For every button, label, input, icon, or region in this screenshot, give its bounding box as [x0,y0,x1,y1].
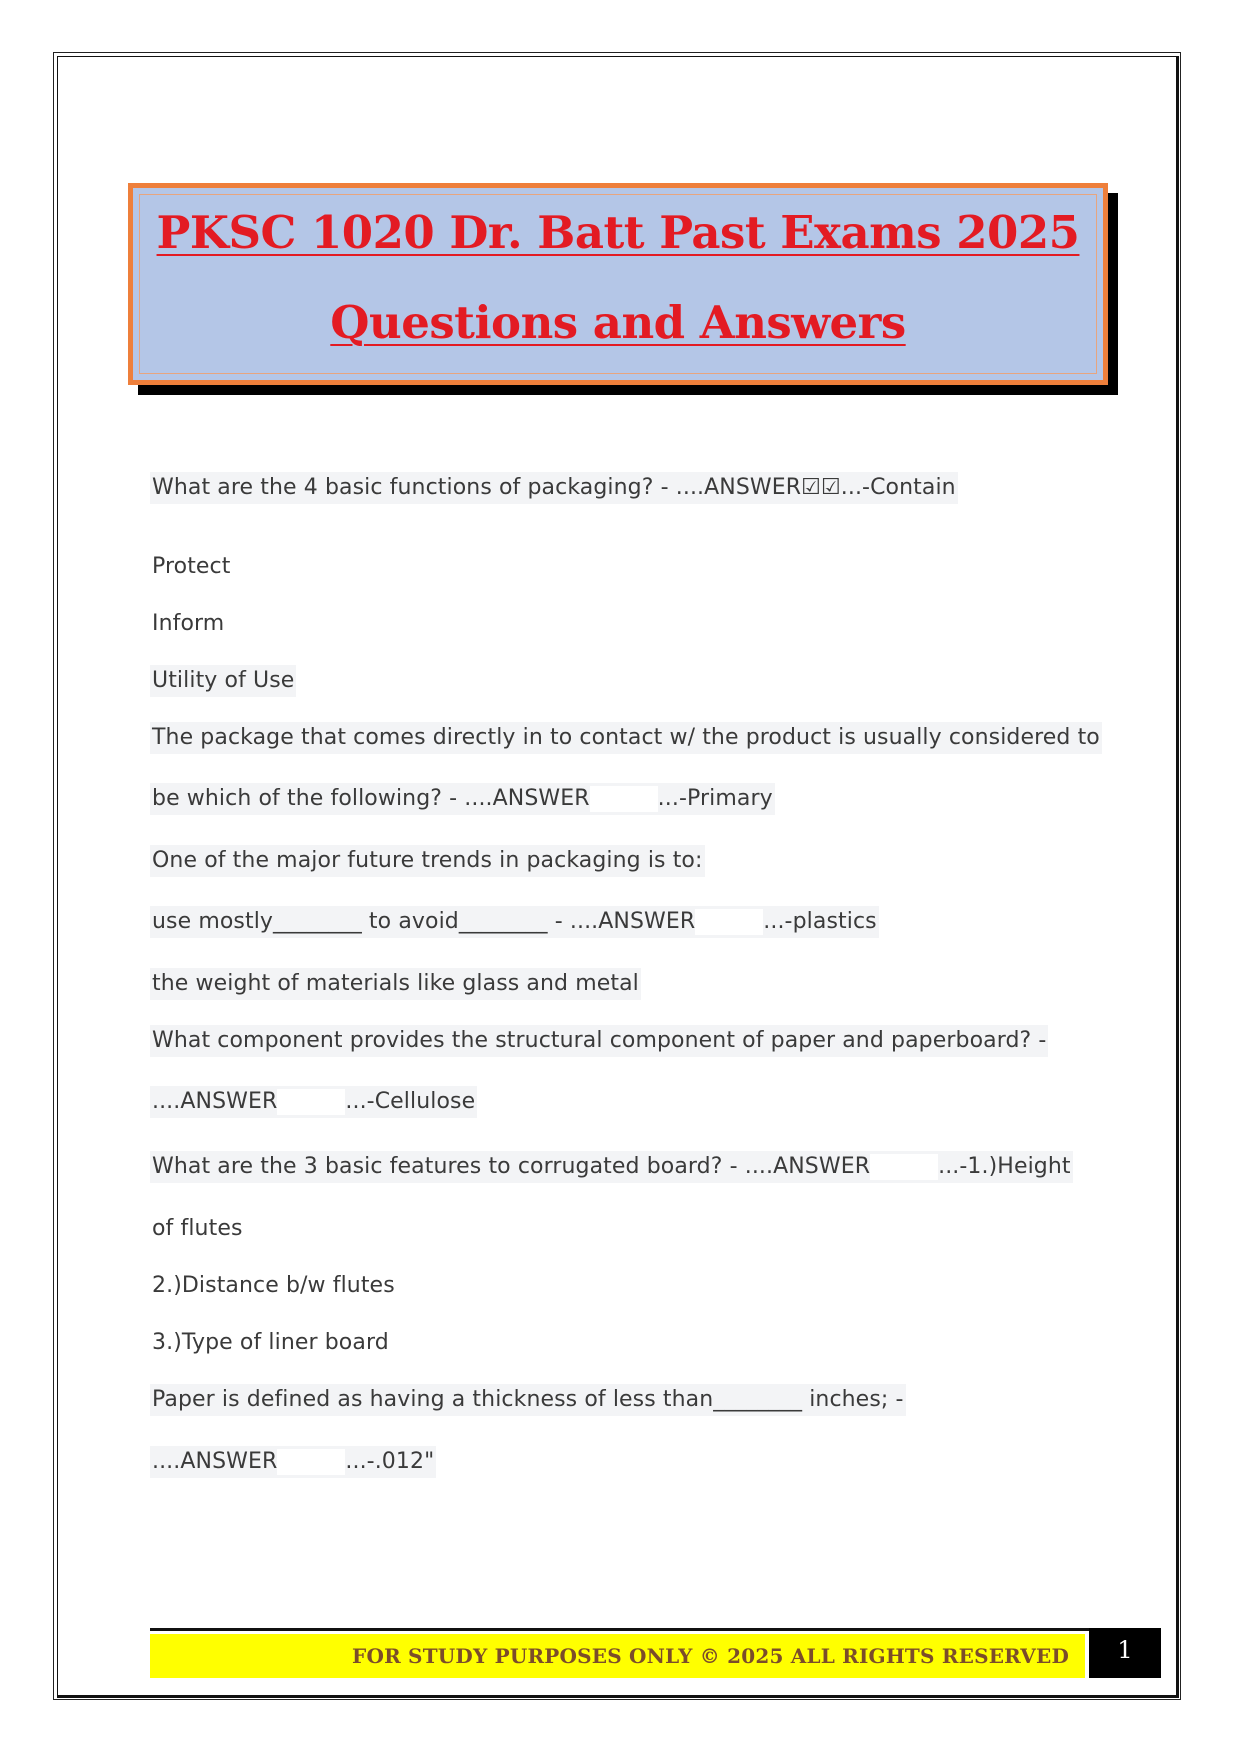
answer-gap [277,1089,345,1115]
qa-line-answer: ...-Cellulose [345,1089,476,1114]
qa-line: One of the major future trends in packaging is to: [150,845,705,877]
answer-gap [870,1154,938,1180]
footer-rule [150,1628,1090,1631]
qa-line [150,783,775,815]
qa-line [150,1151,1073,1183]
qa-line-question: What are the 3 basic features to corrugated board? - ....ANSWER [152,1154,871,1179]
title-box [128,183,1108,385]
qa-line: 3.)Type of liner board [152,1330,389,1355]
qa-line: of flutes [152,1216,243,1241]
qa-line: What component provides the structural component of paper and paperboard? - [150,1025,1048,1057]
answer-gap [695,909,763,935]
qa-line-answer: ...-1.)Height [938,1154,1071,1179]
qa-line: The package that comes directly in to contact w/ the product is usually considered to [150,722,1102,754]
page-number-box [1089,1628,1161,1678]
answer-gap [277,1449,345,1475]
page-number: 1 [1117,1636,1133,1664]
title-line-2: Questions and Answers [330,296,906,349]
qa-line [150,1086,477,1118]
qa-line: What are the 4 basic functions of packaging? - ....ANSWER☑☑...-Contain [150,472,958,504]
qa-line-answer: ...-.012" [345,1449,435,1474]
footer-bar [150,1634,1085,1678]
qa-line-question: be which of the following? - ....ANSWER [152,786,590,811]
qa-line: Utility of Use [150,665,296,697]
qa-line: 2.)Distance b/w flutes [152,1273,395,1298]
qa-line: Paper is defined as having a thickness of less than________ inches; - [150,1384,906,1416]
qa-line [150,1446,436,1478]
qa-line-question: ....ANSWER [152,1449,278,1474]
qa-line: the weight of materials like glass and metal [150,968,641,1000]
title-line-1: PKSC 1020 Dr. Batt Past Exams 2025 [156,206,1080,259]
qa-line: Protect [152,554,231,579]
qa-line-answer: ...-Primary [657,786,773,811]
qa-line-question: ....ANSWER [152,1089,278,1114]
answer-gap [590,786,658,812]
qa-line [150,906,879,938]
qa-line-answer: ...-plastics [763,909,877,934]
footer-text: FOR STUDY PURPOSES ONLY © 2025 ALL RIGHTS RESERVED [352,1644,1069,1668]
qa-line-question: use mostly________ to avoid________ - ....ANSWER [152,909,696,934]
qa-line: Inform [152,611,225,636]
